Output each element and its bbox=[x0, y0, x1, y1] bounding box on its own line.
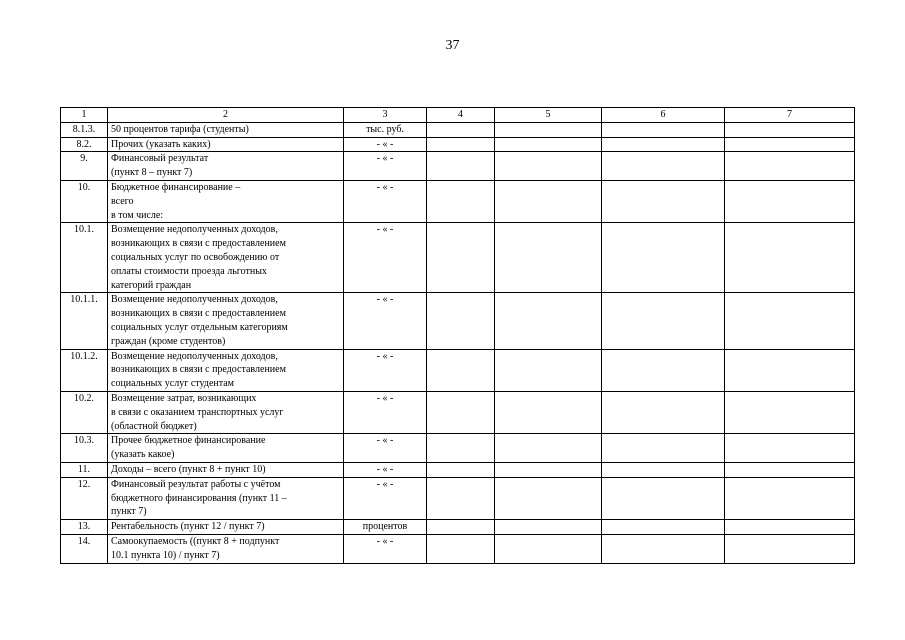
empty-cell bbox=[495, 223, 602, 293]
empty-cell bbox=[427, 391, 495, 433]
header-cell-3: 3 bbox=[344, 108, 427, 123]
empty-cell bbox=[602, 520, 725, 535]
row-number: 10.1. bbox=[61, 223, 108, 293]
row-name: Финансовый результат работы с учётом бюджетного финансирования (пункт 11 – пункт 7) bbox=[108, 477, 344, 519]
table-row bbox=[61, 520, 855, 535]
empty-cell bbox=[602, 223, 725, 293]
empty-cell bbox=[602, 434, 725, 463]
header-cell-2: 2 bbox=[108, 108, 344, 123]
empty-cell bbox=[495, 534, 602, 563]
empty-cell bbox=[602, 534, 725, 563]
empty-cell bbox=[725, 122, 855, 137]
empty-cell bbox=[427, 434, 495, 463]
empty-cell bbox=[725, 520, 855, 535]
row-number: 12. bbox=[61, 477, 108, 519]
empty-cell bbox=[495, 180, 602, 222]
table-row bbox=[61, 534, 855, 563]
row-unit: - « - bbox=[344, 534, 427, 563]
empty-cell bbox=[602, 391, 725, 433]
row-unit: - « - bbox=[344, 477, 427, 519]
empty-cell bbox=[725, 152, 855, 181]
table-row bbox=[61, 434, 855, 463]
row-unit: - « - bbox=[344, 434, 427, 463]
row-name: Прочее бюджетное финансирование (указать какое) bbox=[108, 434, 344, 463]
empty-cell bbox=[427, 223, 495, 293]
empty-cell bbox=[495, 349, 602, 391]
row-number: 14. bbox=[61, 534, 108, 563]
empty-cell bbox=[495, 434, 602, 463]
row-number: 9. bbox=[61, 152, 108, 181]
empty-cell bbox=[427, 152, 495, 181]
table-row bbox=[61, 223, 855, 293]
empty-cell bbox=[495, 520, 602, 535]
table-row bbox=[61, 477, 855, 519]
row-unit: процентов bbox=[344, 520, 427, 535]
empty-cell bbox=[725, 180, 855, 222]
empty-cell bbox=[427, 520, 495, 535]
empty-cell bbox=[495, 122, 602, 137]
row-unit: - « - bbox=[344, 180, 427, 222]
table-row bbox=[61, 391, 855, 433]
empty-cell bbox=[602, 180, 725, 222]
empty-cell bbox=[427, 462, 495, 477]
row-number: 10. bbox=[61, 180, 108, 222]
row-unit: - « - bbox=[344, 223, 427, 293]
empty-cell bbox=[725, 137, 855, 152]
row-unit: - « - bbox=[344, 137, 427, 152]
header-cell-5: 5 bbox=[495, 108, 602, 123]
empty-cell bbox=[602, 152, 725, 181]
empty-cell bbox=[725, 293, 855, 349]
empty-cell bbox=[427, 137, 495, 152]
empty-cell bbox=[427, 122, 495, 137]
empty-cell bbox=[495, 137, 602, 152]
page-number: 37 bbox=[445, 38, 460, 53]
row-name: Возмещение недополученных доходов, возникающих в связи с предоставлением социальных услуг отдельным категориям граждан (кроме студентов) bbox=[108, 293, 344, 349]
empty-cell bbox=[495, 477, 602, 519]
row-unit: - « - bbox=[344, 349, 427, 391]
table-row bbox=[61, 180, 855, 222]
empty-cell bbox=[495, 293, 602, 349]
empty-cell bbox=[495, 152, 602, 181]
row-name: Рентабельность (пункт 12 / пункт 7) bbox=[108, 520, 344, 535]
empty-cell bbox=[427, 534, 495, 563]
empty-cell bbox=[602, 477, 725, 519]
empty-cell bbox=[427, 293, 495, 349]
row-name: Прочих (указать каких) bbox=[108, 137, 344, 152]
table-header-row bbox=[61, 108, 855, 123]
row-name: Возмещение затрат, возникающих в связи с оказанием транспортных услуг (областной бюджет) bbox=[108, 391, 344, 433]
empty-cell bbox=[725, 391, 855, 433]
row-number: 10.2. bbox=[61, 391, 108, 433]
table-row bbox=[61, 462, 855, 477]
row-name: Финансовый результат (пункт 8 – пункт 7) bbox=[108, 152, 344, 181]
empty-cell bbox=[602, 349, 725, 391]
row-unit: - « - bbox=[344, 293, 427, 349]
row-number: 13. bbox=[61, 520, 108, 535]
row-name: Возмещение недополученных доходов, возникающих в связи с предоставлением социальных услуг по освобождению от оплаты стоимости проезда льготных категорий граждан bbox=[108, 223, 344, 293]
row-number: 10.1.1. bbox=[61, 293, 108, 349]
row-name: Самоокупаемость ((пункт 8 + подпункт 10.1 пункта 10) / пункт 7) bbox=[108, 534, 344, 563]
empty-cell bbox=[495, 391, 602, 433]
row-number: 10.3. bbox=[61, 434, 108, 463]
row-unit: - « - bbox=[344, 152, 427, 181]
row-name: 50 процентов тарифа (студенты) bbox=[108, 122, 344, 137]
header-cell-1: 1 bbox=[61, 108, 108, 123]
table-row bbox=[61, 137, 855, 152]
row-unit: - « - bbox=[344, 391, 427, 433]
row-name: Возмещение недополученных доходов, возникающих в связи с предоставлением социальных услуг студентам bbox=[108, 349, 344, 391]
empty-cell bbox=[725, 434, 855, 463]
table-row bbox=[61, 293, 855, 349]
row-name: Бюджетное финансирование – всего в том числе: bbox=[108, 180, 344, 222]
row-number: 8.2. bbox=[61, 137, 108, 152]
row-unit: - « - bbox=[344, 462, 427, 477]
empty-cell bbox=[602, 293, 725, 349]
table-row bbox=[61, 152, 855, 181]
table-row bbox=[61, 349, 855, 391]
empty-cell bbox=[427, 477, 495, 519]
row-number: 8.1.3. bbox=[61, 122, 108, 137]
row-unit: тыс. руб. bbox=[344, 122, 427, 137]
financial-table bbox=[60, 107, 855, 564]
empty-cell bbox=[725, 349, 855, 391]
header-cell-7: 7 bbox=[725, 108, 855, 123]
header-cell-4: 4 bbox=[427, 108, 495, 123]
empty-cell bbox=[602, 462, 725, 477]
empty-cell bbox=[725, 223, 855, 293]
row-name: Доходы – всего (пункт 8 + пункт 10) bbox=[108, 462, 344, 477]
empty-cell bbox=[602, 122, 725, 137]
empty-cell bbox=[427, 180, 495, 222]
empty-cell bbox=[725, 534, 855, 563]
empty-cell bbox=[725, 477, 855, 519]
table-row bbox=[61, 122, 855, 137]
empty-cell bbox=[495, 462, 602, 477]
header-cell-6: 6 bbox=[602, 108, 725, 123]
row-number: 11. bbox=[61, 462, 108, 477]
empty-cell bbox=[725, 462, 855, 477]
empty-cell bbox=[427, 349, 495, 391]
empty-cell bbox=[602, 137, 725, 152]
row-number: 10.1.2. bbox=[61, 349, 108, 391]
